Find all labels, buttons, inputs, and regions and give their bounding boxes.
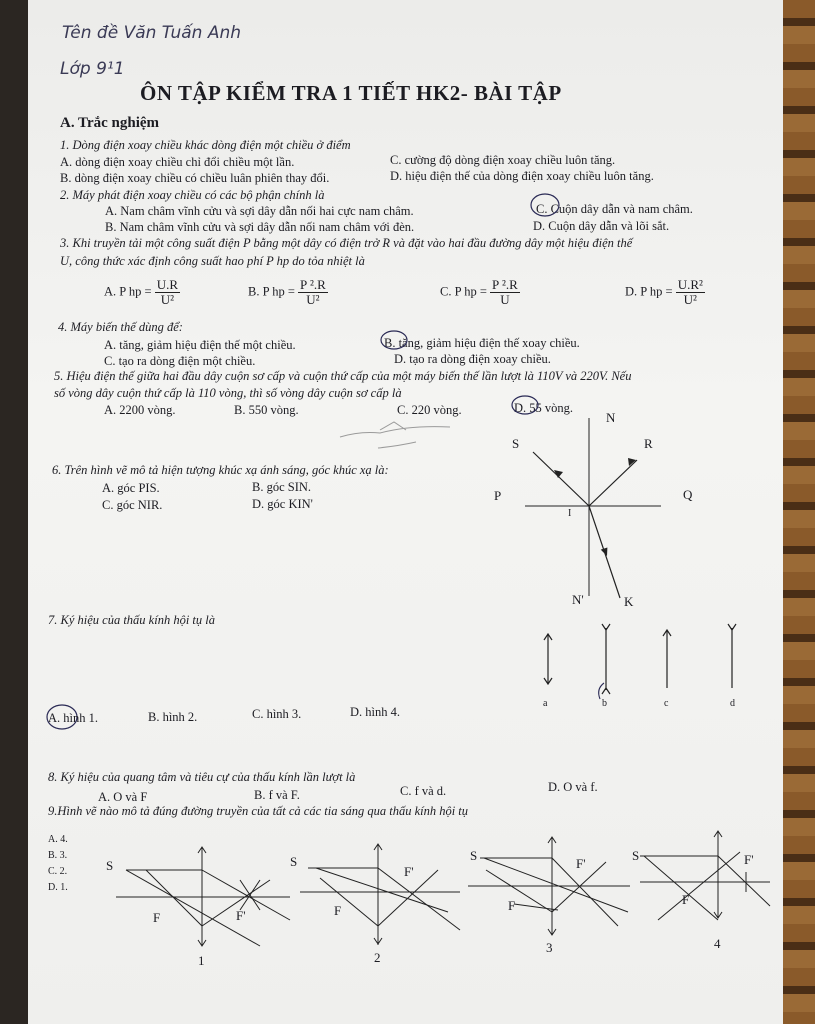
q2-option-b: B. Nam châm vĩnh cửu và sợi dây dẫn nối nam châm với đèn. xyxy=(105,220,415,234)
fig3-label-F: F xyxy=(508,898,516,913)
q7-option-d: D. hình 4. xyxy=(350,705,400,719)
fig4-label-S: S xyxy=(632,848,640,863)
fig3-number: 3 xyxy=(546,940,553,955)
q3-c-denominator: U xyxy=(500,292,510,307)
q2-option-c: C. Cuộn dây dẫn và nam châm. xyxy=(536,202,693,216)
question-7: 7. Ký hiệu của thấu kính hội tụ là xyxy=(48,613,215,627)
q8-option-a: A. O và F xyxy=(98,790,148,804)
label-P: P xyxy=(494,488,502,503)
label-N-prime: N' xyxy=(572,592,584,607)
student-class: Lớp 9¹1 xyxy=(60,59,125,79)
pencil-scribble xyxy=(340,422,450,448)
question-4: 4. Máy biến thế dùng để: xyxy=(58,320,183,334)
q6-option-b: B. góc SIN. xyxy=(252,480,312,494)
q7-option-a: A. hình 1. xyxy=(48,711,98,725)
label-R: R xyxy=(644,436,653,451)
q2-option-d: D. Cuộn dây dẫn và lõi sắt. xyxy=(533,219,670,233)
q9-option-b: B. 3. xyxy=(48,850,68,861)
lens-label-c: c xyxy=(664,698,669,709)
question-3-line-1: 3. Khi truyền tải một công suất điện P bằng một dây có điện trở R và đặt vào hai đầu đường dây một hiệu điện thế xyxy=(60,236,633,250)
q5-option-c: C. 220 vòng. xyxy=(397,403,462,417)
paper-sheet xyxy=(28,0,783,1024)
ray-diagram-4 xyxy=(640,831,770,920)
fig4-label-F-prime: F' xyxy=(744,852,754,867)
q3-a-denominator: U² xyxy=(160,292,174,307)
q1-option-d: D. hiệu điện thế của dòng điện xoay chiều luôn tăng. xyxy=(390,169,654,183)
question-5-line-2: số vòng dây cuộn thứ cấp là 110 vòng, thì số vòng dây cuộn sơ cấp là xyxy=(54,386,402,400)
label-N: N xyxy=(606,410,616,425)
reflected-ray xyxy=(589,460,637,506)
q8-option-d: D. O và f. xyxy=(548,780,598,794)
q9-option-d: D. 1. xyxy=(48,882,68,893)
q4-option-a: A. tăng, giảm hiệu điện thế một chiều. xyxy=(104,338,296,352)
fig2-label-F: F xyxy=(334,903,342,918)
q1-option-c: C. cường độ dòng điện xoay chiều luôn tăng. xyxy=(390,153,616,167)
answer-circle-q4 xyxy=(381,331,407,349)
q5-option-a: A. 2200 vòng. xyxy=(104,403,176,417)
q7-option-b: B. hình 2. xyxy=(148,710,198,724)
q3-b-numerator: P ².R xyxy=(300,277,326,292)
q3-b-prefix: B. P hp = xyxy=(248,284,295,299)
page-title: ÔN TẬP KIỂM TRA 1 TIẾT HK2- BÀI TẬP xyxy=(140,81,562,105)
question-9: 9.Hình vẽ nào mô tả đúng đường truyền của tất cả các tia sáng qua thấu kính hội tụ xyxy=(48,804,469,818)
ray-diagram-2 xyxy=(300,844,460,945)
q1-option-a: A. dòng điện xoay chiều chỉ đổi chiều một lần. xyxy=(60,155,295,169)
section-heading: A. Trắc nghiệm xyxy=(60,115,160,131)
fig1-number: 1 xyxy=(198,953,205,968)
q8-option-b: B. f và F. xyxy=(254,788,300,802)
pen-mark-b xyxy=(599,683,604,699)
q3-c-prefix: C. P hp = xyxy=(440,284,487,299)
lens-label-d: d xyxy=(730,698,735,709)
q3-a-prefix: A. P hp = xyxy=(104,284,152,299)
q3-d-numerator: U.R² xyxy=(677,277,703,292)
student-name: Tên đề Văn Tuấn Anh xyxy=(62,23,242,43)
fig1-label-F-prime: F' xyxy=(236,908,246,923)
question-6: 6. Trên hình vẽ mô tả hiện tượng khúc xạ ánh sáng, góc khúc xạ là: xyxy=(52,463,389,477)
incident-ray xyxy=(533,452,589,506)
q6-option-d: D. góc KIN' xyxy=(252,497,313,511)
q7-option-c: C. hình 3. xyxy=(252,707,302,721)
q2-option-a: A. Nam châm vĩnh cửu và sợi dây dẫn nối hai cực nam châm. xyxy=(105,204,414,218)
q5-option-b: B. 550 vòng. xyxy=(234,403,299,417)
fig3-label-S: S xyxy=(470,848,478,863)
ray-diagram-3 xyxy=(468,837,630,935)
q8-option-c: C. f và d. xyxy=(400,784,447,798)
answer-circle-q5 xyxy=(512,396,538,414)
q5-option-d: D. 55 vòng. xyxy=(514,401,574,415)
q4-option-c: C. tạo ra dòng điện một chiều. xyxy=(104,354,256,368)
fig1-label-S: S xyxy=(106,858,114,873)
q4-option-b: B. tăng, giảm hiệu điện thế xoay chiều. xyxy=(384,336,580,350)
question-2: 2. Máy phát điện xoay chiều có các bộ phận chính là xyxy=(60,188,325,202)
fig2-label-F-prime: F' xyxy=(404,864,414,879)
q3-d-prefix: D. P hp = xyxy=(625,284,673,299)
question-3-line-2: U, công thức xác định công suất hao phí P hp do tỏa nhiệt là xyxy=(60,254,365,268)
q1-option-b: B. dòng điện xoay chiều có chiều luân phiên thay đổi. xyxy=(60,171,330,185)
q9-option-a: A. 4. xyxy=(48,834,68,845)
q3-b-denominator: U² xyxy=(306,292,320,307)
fig3-label-F-prime: F' xyxy=(576,856,586,871)
fig1-label-F: F xyxy=(153,910,161,925)
fig2-label-S: S xyxy=(290,854,298,869)
fig2-number: 2 xyxy=(374,950,381,965)
fig4-label-F: F xyxy=(682,892,690,907)
question-1: 1. Dòng điện xoay chiều khác dòng điện một chiều ở điểm xyxy=(60,138,351,152)
fig4-number: 4 xyxy=(714,936,721,951)
label-I: I xyxy=(568,508,572,519)
lens-label-a: a xyxy=(543,698,548,709)
question-8: 8. Ký hiệu của quang tâm và tiêu cự của thấu kính lần lượt là xyxy=(48,770,356,784)
ray-diagram-1 xyxy=(116,847,290,946)
q6-option-c: C. góc NIR. xyxy=(102,498,163,512)
table-edge xyxy=(783,0,815,1024)
q4-option-d: D. tạo ra dòng điện xoay chiều. xyxy=(394,352,551,366)
label-K: K xyxy=(624,594,634,609)
lens-d-arrow xyxy=(728,624,736,630)
q3-d-denominator: U² xyxy=(683,292,697,307)
q3-c-numerator: P ².R xyxy=(492,277,518,292)
label-Q: Q xyxy=(683,487,693,502)
question-5-line-1: 5. Hiệu điện thế giữa hai đầu dây cuộn sơ cấp và cuộn thứ cấp của một máy biến thế lần lượt là 110V và 220V. Nếu xyxy=(54,369,632,383)
lens-label-b: b xyxy=(602,698,607,709)
label-S: S xyxy=(512,436,520,451)
answer-circle-q2 xyxy=(531,194,559,216)
q3-a-numerator: U.R xyxy=(156,277,179,292)
q9-option-c: C. 2. xyxy=(48,866,68,877)
q6-option-a: A. góc PIS. xyxy=(102,481,160,495)
